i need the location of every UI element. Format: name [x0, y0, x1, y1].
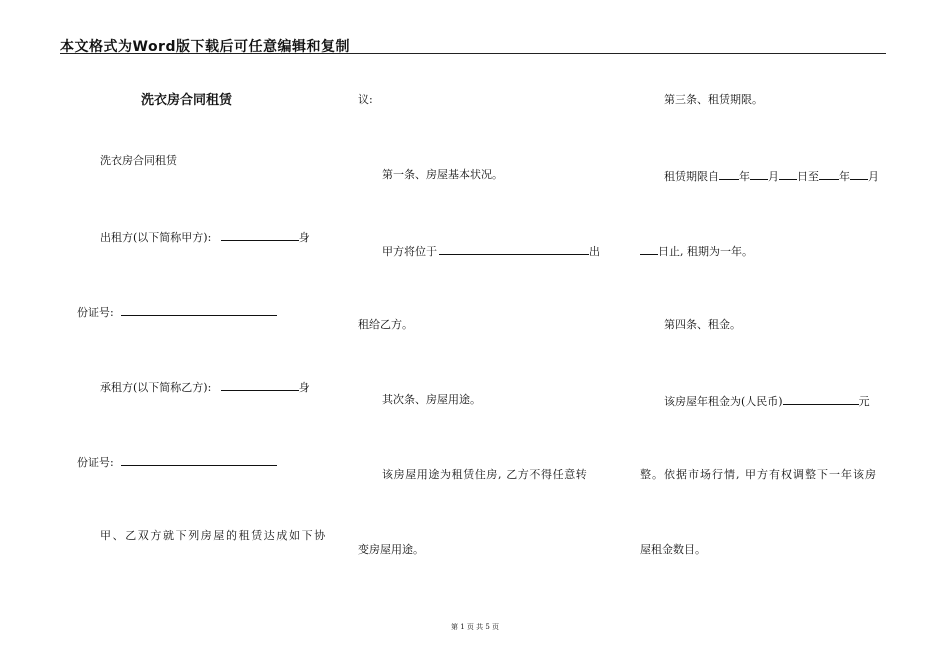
lessor-line: [100, 229, 310, 245]
term-month-blank: [750, 168, 768, 180]
term-year-blank: [719, 168, 739, 180]
term-month2-label: 月: [868, 170, 879, 183]
document-title: 洗衣房合同租赁: [141, 93, 233, 108]
document-header: 本文格式为Word版下载后可任意编辑和复制: [60, 39, 350, 55]
article-2-line-1: 该房屋用途为租赁住房, 乙方不得任意转: [382, 468, 588, 481]
term-start-label: 租赁期限自: [664, 170, 719, 183]
term-year2-blank: [819, 168, 839, 180]
rent-line-1: [664, 393, 870, 409]
location-label: 甲方将位于: [382, 245, 437, 258]
id-blank-2: [121, 454, 277, 466]
lessor-label: 出租方(以下简称甲方):: [100, 231, 212, 244]
id-line-2: [77, 454, 277, 470]
lessee-tail: 身: [298, 381, 310, 394]
term-day2-blank: [640, 243, 658, 255]
page-number: 第 1 页 共 5 页: [450, 623, 500, 631]
rent-label: 该房屋年租金为(人民币): [664, 395, 783, 408]
id-line-1: [77, 304, 277, 320]
lessee-blank: [221, 379, 299, 391]
article-3-heading: 第三条、租赁期限。: [664, 93, 763, 106]
lessor-blank: [221, 229, 299, 241]
term-day-to-label: 日至: [797, 170, 819, 183]
lessee-line: [100, 379, 310, 395]
term-end-label: 日止, 租期为一年。: [658, 245, 753, 258]
term-month-label: 月: [768, 170, 779, 183]
article-1-line-1: [382, 243, 600, 259]
rent-line-3: 屋租金数目。: [640, 543, 706, 556]
term-year-label: 年: [739, 170, 750, 183]
id-label-2: 份证号:: [77, 456, 114, 469]
term-day-blank: [779, 168, 797, 180]
term-line-2: [640, 243, 753, 259]
rent-unit: 元: [858, 395, 870, 408]
location-tail: 出: [589, 245, 600, 258]
lessee-label: 承租方(以下简称乙方):: [100, 381, 212, 394]
rent-blank: [783, 393, 859, 405]
article-4-heading: 第四条、租金。: [664, 318, 741, 331]
article-1-heading: 第一条、房屋基本状况。: [382, 168, 503, 181]
article-2-heading: 其次条、房屋用途。: [382, 393, 481, 406]
location-blank: [439, 243, 589, 255]
agreement-end: 议:: [358, 93, 373, 106]
header-rule: [60, 53, 886, 54]
subtitle: 洗衣房合同租赁: [100, 154, 177, 167]
agreement-line: 甲、乙双方就下列房屋的租赁达成如下协: [100, 529, 327, 542]
term-month2-blank: [850, 168, 868, 180]
rent-line-2: 整。依据市场行情, 甲方有权调整下一年该房: [640, 468, 877, 481]
id-label-1: 份证号:: [77, 306, 114, 319]
article-2-line-2: 变房屋用途。: [358, 543, 424, 556]
term-year2-label: 年: [839, 170, 850, 183]
id-blank-1: [121, 304, 277, 316]
article-1-line-2: 租给乙方。: [358, 318, 413, 331]
term-line-1: [664, 168, 879, 184]
lessor-tail: 身: [298, 231, 310, 244]
